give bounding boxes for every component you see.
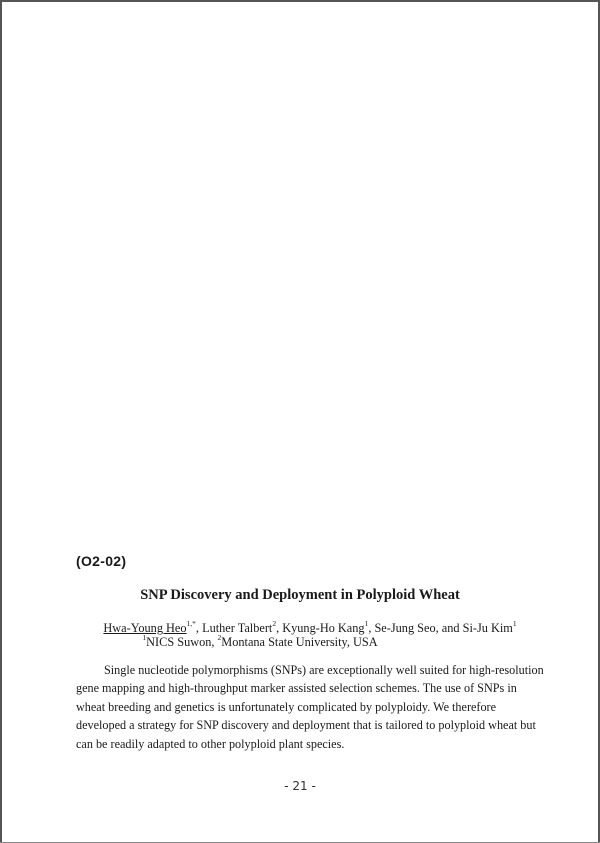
abstract-line: Single nucleotide polymorphisms (SNPs) are exceptionally well suited for high-resolution: [104, 663, 544, 677]
author-superscript: 1: [364, 619, 369, 628]
author-name: Se-Jung Seo: [374, 621, 436, 635]
author-superscript: 1: [512, 619, 517, 628]
affiliation-superscript: 1: [142, 633, 147, 642]
affiliation-superscript: 2: [217, 633, 222, 642]
author-separator: ,: [276, 621, 283, 635]
author-name: Luther Talbert: [202, 621, 273, 635]
page-number: - 21 -: [284, 779, 316, 793]
page-border-top: [0, 0, 600, 2]
abstract: [76, 661, 544, 753]
author-name: Kyung-Ho Kang: [282, 621, 365, 635]
abstract-line: can be readily adapted to other polyploid plant species.: [76, 736, 345, 751]
affiliation: NICS Suwon,: [146, 635, 218, 649]
presenting-author: Hwa-Young Heo: [103, 621, 187, 635]
affiliation: Montana State University, USA: [221, 635, 378, 649]
page-border-left: [0, 0, 2, 843]
paper-title: SNP Discovery and Deployment in Polyploid Wheat: [140, 587, 460, 603]
author-separator: ,: [195, 621, 203, 635]
abstract-line: wheat breeding and genetics is unfortunately complicated by polyploidy. We therefore: [76, 699, 497, 714]
author-separator: ,: [368, 621, 375, 635]
author-superscript: 1,*: [186, 619, 196, 628]
author-name: Si-Ju Kim: [462, 621, 513, 635]
author-superscript: 2: [272, 619, 277, 628]
session-code: (O2-02): [76, 553, 127, 569]
author-separator: , and: [435, 621, 463, 635]
abstract-line: gene mapping and high-throughput marker assisted selection schemes. The use of SNPs in: [76, 681, 517, 696]
affiliations: [0, 634, 520, 650]
abstract-line: developed a strategy for SNP discovery and deployment that is tailored to polyploid wheat but: [76, 718, 536, 733]
